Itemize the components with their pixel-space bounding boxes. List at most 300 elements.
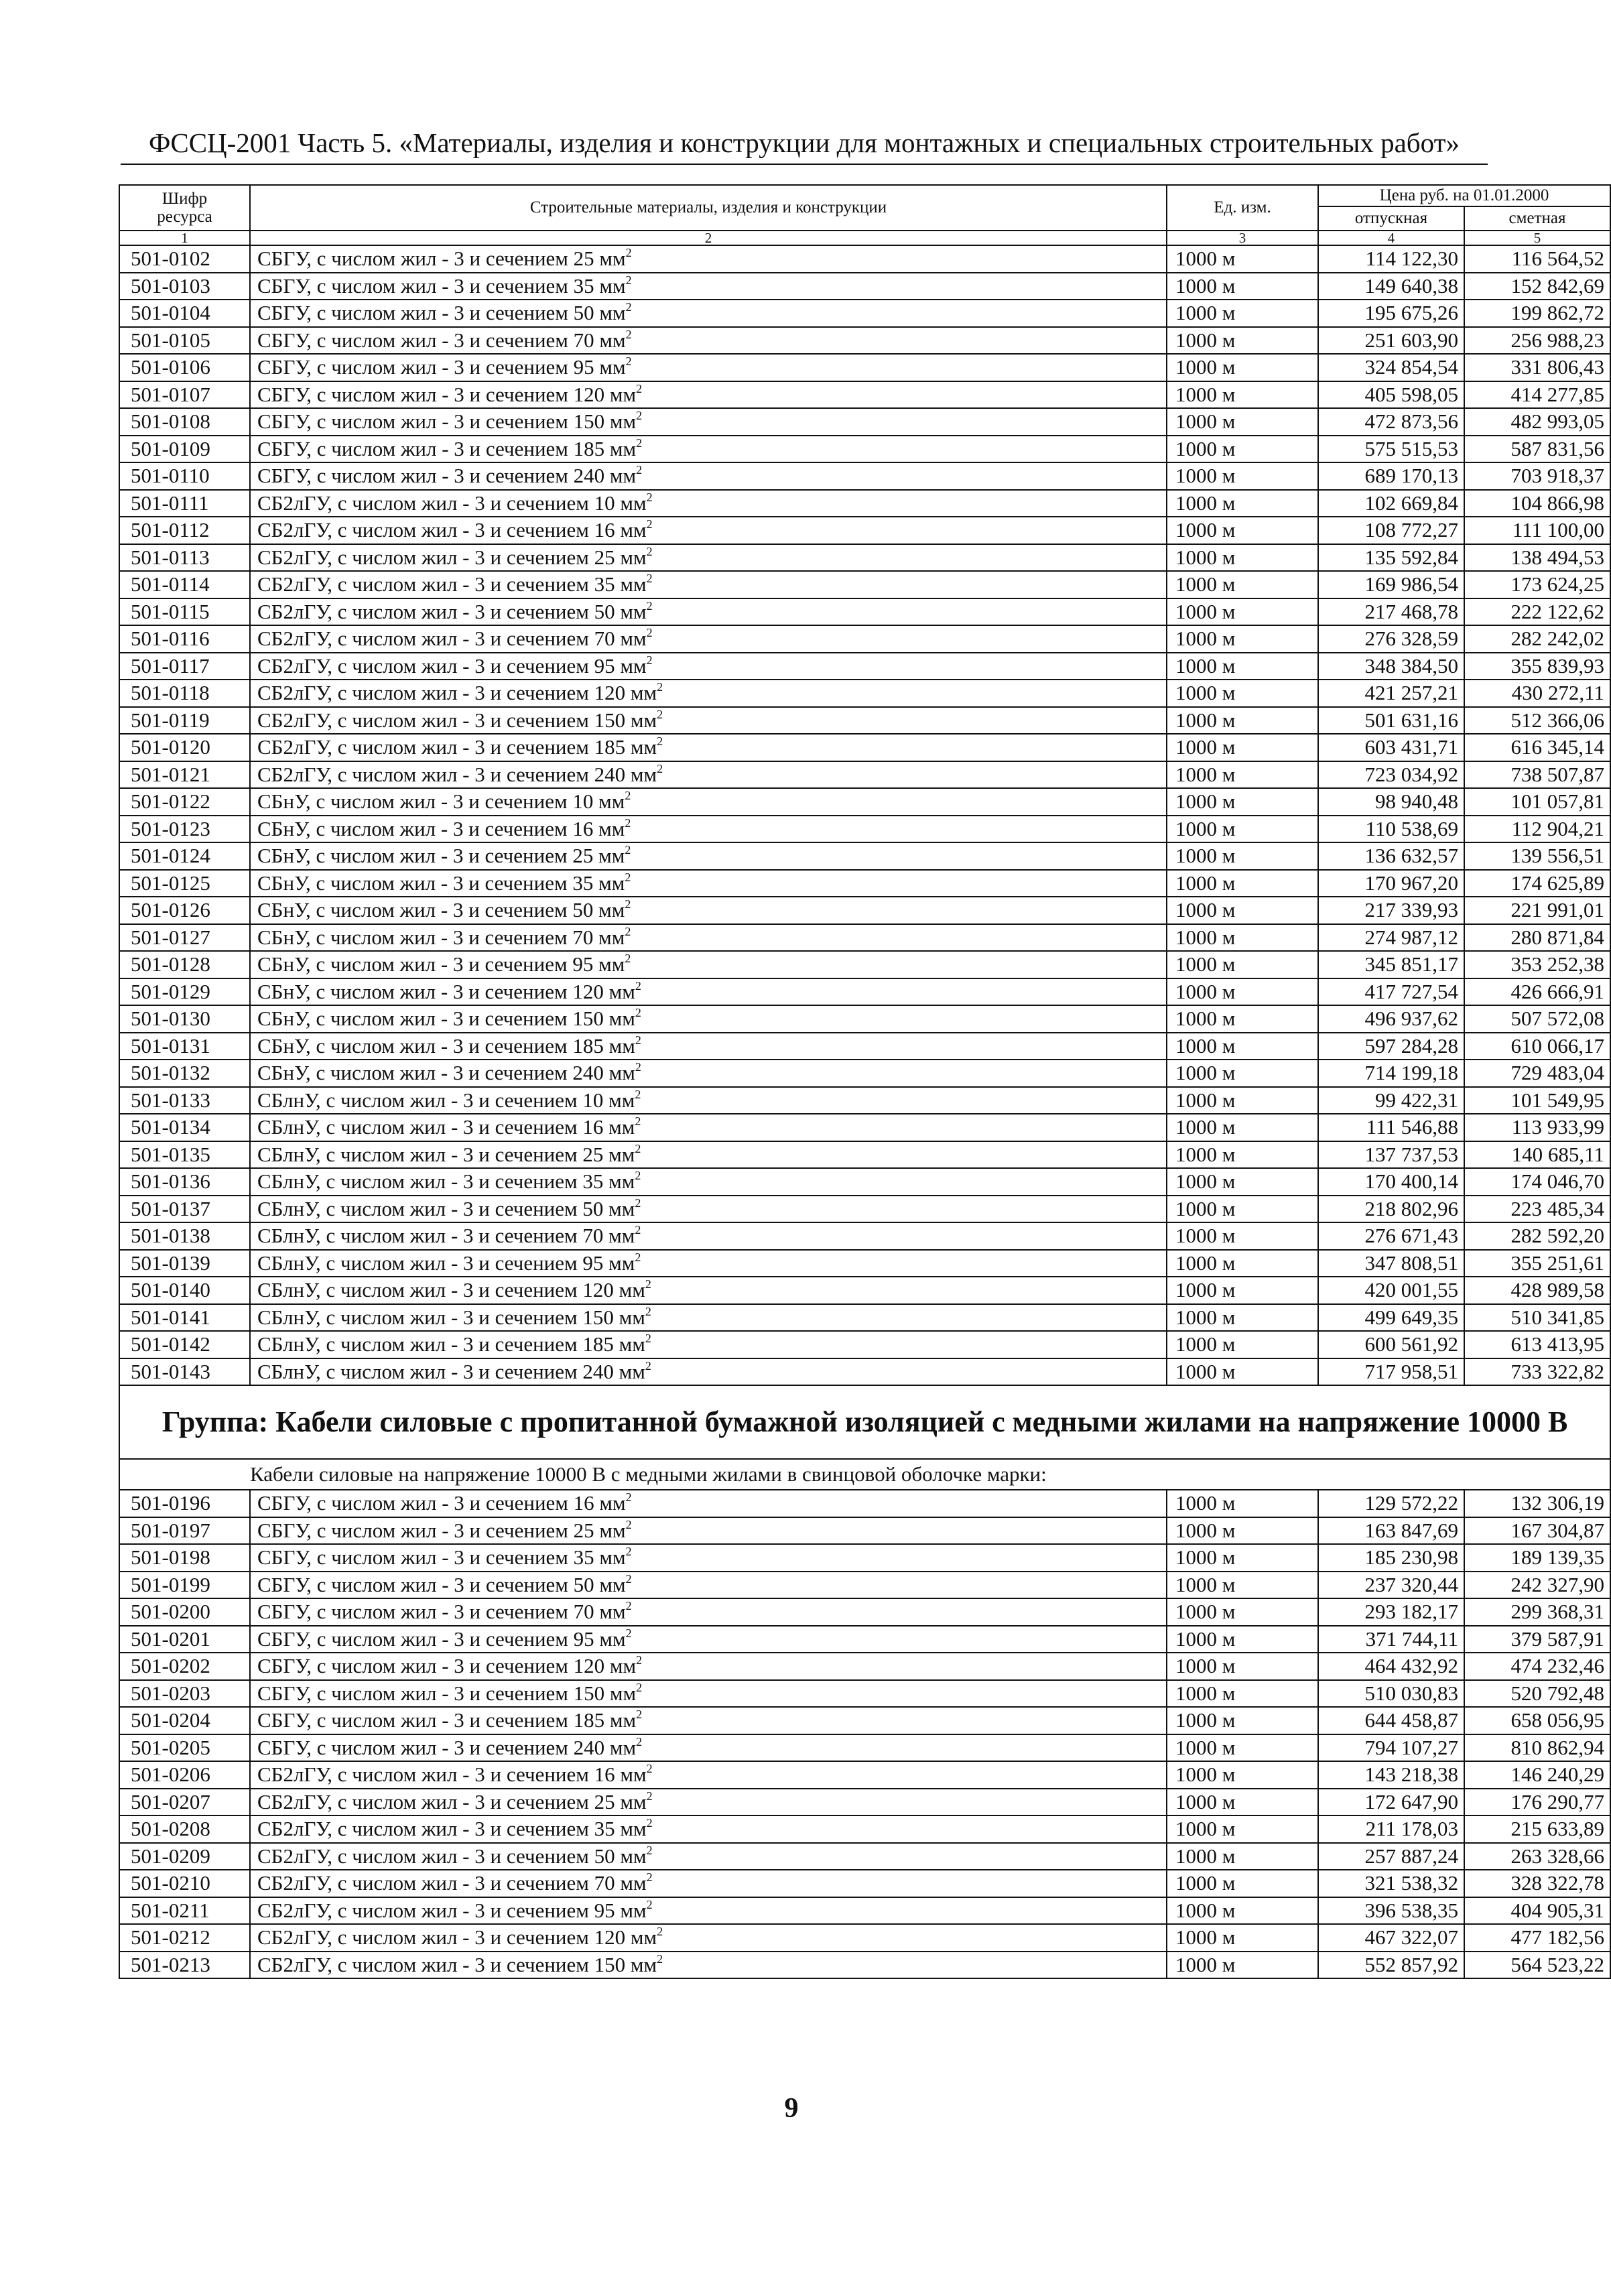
unit-superscript: 2 (635, 1114, 641, 1129)
unit-superscript: 2 (625, 843, 631, 857)
resource-code: 501-0106 (119, 354, 250, 381)
resource-code: 501-0114 (119, 571, 250, 598)
price-table (119, 184, 1611, 1979)
resource-code: 501-0124 (119, 842, 250, 870)
col-number: 2 (250, 231, 1167, 245)
estimate-price: 146 240,29 (1464, 1761, 1610, 1789)
table-row (119, 598, 1610, 626)
release-price: 251 603,90 (1318, 327, 1464, 355)
col-header-price: Цена руб. на 01.01.2000 (1318, 185, 1610, 206)
estimate-price: 132 306,19 (1464, 1490, 1610, 1517)
unit-superscript: 2 (636, 1708, 643, 1722)
table-row (119, 1005, 1610, 1033)
estimate-price: 477 182,56 (1464, 1924, 1610, 1952)
table-row (119, 1789, 1610, 1816)
unit-superscript: 2 (635, 1169, 641, 1183)
material-name: СБГУ, с числом жил - 3 и сечением 240 $мм^2$ (250, 1734, 1167, 1762)
release-price: 293 182,17 (1318, 1598, 1464, 1626)
resource-code: 501-0120 (119, 734, 250, 761)
col-number: 3 (1167, 231, 1318, 245)
estimate-price: 167 304,87 (1464, 1517, 1610, 1545)
table-row (119, 517, 1610, 544)
estimate-price: 189 139,35 (1464, 1544, 1610, 1572)
unit: 1000 м (1167, 1222, 1318, 1250)
resource-code: 501-0210 (119, 1870, 250, 1897)
unit: 1000 м (1167, 1653, 1318, 1680)
material-name: СБГУ, с числом жил - 3 и сечением 150 $мм^2$ (250, 408, 1167, 436)
table-row (119, 1114, 1610, 1141)
table-row (119, 1870, 1610, 1897)
unit-superscript: 2 (625, 1626, 632, 1640)
unit-superscript: 2 (625, 1490, 632, 1505)
table-row (119, 571, 1610, 598)
unit-superscript: 2 (657, 1952, 663, 1966)
release-price: 603 431,71 (1318, 734, 1464, 761)
material-name: СБ2лГУ, с числом жил - 3 и сечением 70 $мм^2$ (250, 625, 1167, 653)
table-row (119, 1761, 1610, 1789)
resource-code: 501-0203 (119, 1680, 250, 1708)
unit: 1000 м (1167, 788, 1318, 816)
material-name: СБ2лГУ, с числом жил - 3 и сечением 16 $мм^2$ (250, 517, 1167, 544)
table-row (119, 1277, 1610, 1304)
resource-code: 501-0209 (119, 1843, 250, 1870)
unit: 1000 м (1167, 625, 1318, 653)
resource-code: 501-0125 (119, 870, 250, 897)
release-price: 420 001,55 (1318, 1277, 1464, 1304)
estimate-price: 173 624,25 (1464, 571, 1610, 598)
unit: 1000 м (1167, 436, 1318, 463)
material-name: СБлнУ, с числом жил - 3 и сечением 185 $мм^2$ (250, 1331, 1167, 1358)
unit-superscript: 2 (646, 653, 653, 667)
table-row (119, 300, 1610, 327)
table-row (119, 1734, 1610, 1762)
unit: 1000 м (1167, 462, 1318, 490)
estimate-price: 729 483,04 (1464, 1060, 1610, 1087)
unit: 1000 м (1167, 1707, 1318, 1734)
material-name: СБнУ, с числом жил - 3 и сечением 10 $мм^2$ (250, 788, 1167, 816)
estimate-price: 404 905,31 (1464, 1897, 1610, 1925)
page-number: 9 (784, 2093, 799, 2124)
unit-superscript: 2 (645, 1277, 651, 1291)
unit-superscript: 2 (625, 870, 631, 884)
release-price: 496 937,62 (1318, 1005, 1464, 1033)
material-name: СБнУ, с числом жил - 3 и сечением 240 $мм^2$ (250, 1060, 1167, 1087)
release-price: 575 515,53 (1318, 436, 1464, 463)
unit: 1000 м (1167, 1598, 1318, 1626)
material-name: СБ2лГУ, с числом жил - 3 и сечением 120 $мм^2$ (250, 680, 1167, 707)
material-name: СБГУ, с числом жил - 3 и сечением 70 $мм^2$ (250, 1598, 1167, 1626)
estimate-price: 104 866,98 (1464, 490, 1610, 517)
unit: 1000 м (1167, 870, 1318, 897)
material-name: СБ2лГУ, с числом жил - 3 и сечением 185 $мм^2$ (250, 734, 1167, 761)
estimate-price: 282 242,02 (1464, 625, 1610, 653)
unit-superscript: 2 (635, 978, 641, 993)
unit: 1000 м (1167, 951, 1318, 978)
estimate-price: 355 839,93 (1464, 653, 1610, 680)
table-row (119, 734, 1610, 761)
release-price: 195 675,26 (1318, 300, 1464, 327)
release-price: 217 468,78 (1318, 598, 1464, 626)
resource-code: 501-0133 (119, 1087, 250, 1114)
material-name: СБ2лГУ, с числом жил - 3 и сечением 70 $мм^2$ (250, 1870, 1167, 1897)
estimate-price: 223 485,34 (1464, 1196, 1610, 1223)
unit-superscript: 2 (635, 1033, 641, 1047)
unit-superscript: 2 (635, 1141, 641, 1155)
estimate-price: 299 368,31 (1464, 1598, 1610, 1626)
estimate-price: 174 046,70 (1464, 1168, 1610, 1196)
estimate-price: 113 933,99 (1464, 1114, 1610, 1141)
unit: 1000 м (1167, 1517, 1318, 1545)
resource-code: 501-0127 (119, 924, 250, 952)
resource-code: 501-0139 (119, 1250, 250, 1277)
unit: 1000 м (1167, 1761, 1318, 1789)
release-price: 274 987,12 (1318, 924, 1464, 952)
unit: 1000 м (1167, 1250, 1318, 1277)
resource-code: 501-0200 (119, 1598, 250, 1626)
estimate-price: 112 904,21 (1464, 816, 1610, 843)
resource-code: 501-0142 (119, 1331, 250, 1358)
resource-code: 501-0104 (119, 300, 250, 327)
table-row (119, 761, 1610, 789)
release-price: 321 538,32 (1318, 1870, 1464, 1897)
estimate-price: 610 066,17 (1464, 1033, 1610, 1060)
estimate-price: 222 122,62 (1464, 598, 1610, 626)
estimate-price: 331 806,43 (1464, 354, 1610, 381)
unit-superscript: 2 (646, 1762, 653, 1776)
unit: 1000 м (1167, 1680, 1318, 1708)
release-price: 723 034,92 (1318, 761, 1464, 789)
material-name: СБлнУ, с числом жил - 3 и сечением 70 $мм^2$ (250, 1222, 1167, 1250)
material-name: СБ2лГУ, с числом жил - 3 и сечением 150 $мм^2$ (250, 707, 1167, 735)
estimate-price: 280 871,84 (1464, 924, 1610, 952)
release-price: 135 592,84 (1318, 544, 1464, 572)
unit-superscript: 2 (646, 544, 653, 558)
resource-code: 501-0121 (119, 761, 250, 789)
table-row (119, 1517, 1610, 1545)
unit-superscript: 2 (657, 761, 663, 775)
release-price: 276 328,59 (1318, 625, 1464, 653)
material-name: СБГУ, с числом жил - 3 и сечением 185 $мм^2$ (250, 436, 1167, 463)
release-price: 499 649,35 (1318, 1304, 1464, 1332)
resource-code: 501-0207 (119, 1789, 250, 1816)
table-row (119, 1060, 1610, 1087)
material-name: СБ2лГУ, с числом жил - 3 и сечением 25 $мм^2$ (250, 1789, 1167, 1816)
estimate-price: 738 507,87 (1464, 761, 1610, 789)
unit: 1000 м (1167, 1087, 1318, 1114)
table-row (119, 1544, 1610, 1572)
unit: 1000 м (1167, 1331, 1318, 1358)
unit: 1000 м (1167, 1544, 1318, 1572)
release-price: 211 178,03 (1318, 1815, 1464, 1843)
table-row (119, 1196, 1610, 1223)
unit-superscript: 2 (635, 1060, 641, 1074)
release-price: 421 257,21 (1318, 680, 1464, 707)
release-price: 794 107,27 (1318, 1734, 1464, 1762)
estimate-price: 263 328,66 (1464, 1843, 1610, 1870)
table-row (119, 381, 1610, 409)
unit-superscript: 2 (646, 572, 653, 586)
estimate-price: 616 345,14 (1464, 734, 1610, 761)
estimate-price: 282 592,20 (1464, 1222, 1610, 1250)
release-price: 396 538,35 (1318, 1897, 1464, 1925)
unit-superscript: 2 (636, 1680, 643, 1694)
unit-superscript: 2 (657, 707, 663, 721)
unit-superscript: 2 (646, 1870, 653, 1885)
release-price: 169 986,54 (1318, 571, 1464, 598)
estimate-price: 116 564,52 (1464, 245, 1610, 273)
release-price: 348 384,50 (1318, 653, 1464, 680)
unit: 1000 м (1167, 300, 1318, 327)
table-row (119, 870, 1610, 897)
material-name: СБлнУ, с числом жил - 3 и сечением 120 $мм^2$ (250, 1277, 1167, 1304)
release-price: 98 940,48 (1318, 788, 1464, 816)
unit: 1000 м (1167, 1033, 1318, 1060)
unit: 1000 м (1167, 245, 1318, 273)
unit: 1000 м (1167, 544, 1318, 572)
unit-superscript: 2 (635, 1250, 641, 1264)
resource-code: 501-0112 (119, 517, 250, 544)
unit-superscript: 2 (625, 816, 631, 830)
release-price: 237 320,44 (1318, 1572, 1464, 1599)
release-price: 417 727,54 (1318, 978, 1464, 1006)
unit: 1000 м (1167, 1304, 1318, 1332)
material-name: СБГУ, с числом жил - 3 и сечением 120 $мм^2$ (250, 1653, 1167, 1680)
estimate-price: 101 057,81 (1464, 788, 1610, 816)
table-row (119, 1250, 1610, 1277)
table-row (119, 788, 1610, 816)
release-price: 324 854,54 (1318, 354, 1464, 381)
unit-superscript: 2 (645, 1332, 651, 1346)
release-price: 170 400,14 (1318, 1168, 1464, 1196)
unit-superscript: 2 (636, 409, 643, 423)
estimate-price: 810 862,94 (1464, 1734, 1610, 1762)
table-row (119, 625, 1610, 653)
estimate-price: 111 100,00 (1464, 517, 1610, 544)
release-price: 108 772,27 (1318, 517, 1464, 544)
unit-superscript: 2 (636, 463, 643, 477)
estimate-price: 658 056,95 (1464, 1707, 1610, 1734)
col-header-name: Строительные материалы, изделия и конструкции (250, 185, 1167, 231)
estimate-price: 703 918,37 (1464, 462, 1610, 490)
estimate-price: 426 666,91 (1464, 978, 1610, 1006)
material-name: СБГУ, с числом жил - 3 и сечением 35 $мм^2$ (250, 273, 1167, 300)
resource-code: 501-0128 (119, 951, 250, 978)
table-row (119, 1653, 1610, 1680)
resource-code: 501-0107 (119, 381, 250, 409)
material-name: СБГУ, с числом жил - 3 и сечением 95 $мм^2$ (250, 354, 1167, 381)
unit-superscript: 2 (625, 1517, 632, 1531)
release-price: 137 737,53 (1318, 1141, 1464, 1169)
release-price: 163 847,69 (1318, 1517, 1464, 1545)
col-number: 4 (1318, 231, 1464, 245)
estimate-price: 140 685,11 (1464, 1141, 1610, 1169)
unit-superscript: 2 (625, 924, 631, 938)
table-row (119, 978, 1610, 1006)
release-price: 111 546,88 (1318, 1114, 1464, 1141)
resource-code: 501-0129 (119, 978, 250, 1006)
unit: 1000 м (1167, 1490, 1318, 1517)
unit: 1000 м (1167, 381, 1318, 409)
material-name: СБ2лГУ, с числом жил - 3 и сечением 50 $мм^2$ (250, 1843, 1167, 1870)
unit-superscript: 2 (645, 1358, 651, 1373)
estimate-price: 520 792,48 (1464, 1680, 1610, 1708)
material-name: СБГУ, с числом жил - 3 и сечением 25 $мм^2$ (250, 245, 1167, 273)
material-name: СБлнУ, с числом жил - 3 и сечением 10 $мм^2$ (250, 1087, 1167, 1114)
unit: 1000 м (1167, 680, 1318, 707)
table-row (119, 1626, 1610, 1653)
col-header-unit: Ед. изм. (1167, 185, 1318, 231)
unit: 1000 м (1167, 1196, 1318, 1223)
unit-superscript: 2 (635, 1006, 641, 1020)
unit: 1000 м (1167, 924, 1318, 952)
table-row (119, 653, 1610, 680)
resource-code: 501-0118 (119, 680, 250, 707)
estimate-price: 587 831,56 (1464, 436, 1610, 463)
unit-superscript: 2 (636, 1653, 643, 1667)
estimate-price: 613 413,95 (1464, 1331, 1610, 1358)
unit: 1000 м (1167, 1060, 1318, 1087)
unit-superscript: 2 (646, 598, 653, 613)
estimate-price: 482 993,05 (1464, 408, 1610, 436)
resource-code: 501-0119 (119, 707, 250, 735)
unit-superscript: 2 (625, 1572, 632, 1586)
table-row (119, 1707, 1610, 1734)
unit-superscript: 2 (625, 246, 632, 260)
table-row (119, 436, 1610, 463)
material-name: СБГУ, с числом жил - 3 и сечением 50 $мм^2$ (250, 1572, 1167, 1599)
material-name: СБГУ, с числом жил - 3 и сечением 240 $мм^2$ (250, 462, 1167, 490)
material-name: СБнУ, с числом жил - 3 и сечением 25 $мм^2$ (250, 842, 1167, 870)
unit-superscript: 2 (635, 1223, 641, 1237)
unit: 1000 м (1167, 1277, 1318, 1304)
table-row (119, 1680, 1610, 1708)
estimate-price: 242 327,90 (1464, 1572, 1610, 1599)
unit: 1000 м (1167, 273, 1318, 300)
material-name: СБнУ, с числом жил - 3 и сечением 35 $мм^2$ (250, 870, 1167, 897)
material-name: СБнУ, с числом жил - 3 и сечением 50 $мм^2$ (250, 897, 1167, 924)
material-name: СБ2лГУ, с числом жил - 3 и сечением 25 $мм^2$ (250, 544, 1167, 572)
resource-code: 501-0205 (119, 1734, 250, 1762)
table-row (119, 951, 1610, 978)
group-title: Группа: Кабели силовые с пропитанной бумажной изоляцией с медными жилами на напряжение 10000 В (119, 1385, 1610, 1459)
release-price: 257 887,24 (1318, 1843, 1464, 1870)
release-price: 714 199,18 (1318, 1060, 1464, 1087)
estimate-price: 328 322,78 (1464, 1870, 1610, 1897)
unit-superscript: 2 (625, 273, 632, 287)
material-name: СБГУ, с числом жил - 3 и сечением 185 $мм^2$ (250, 1707, 1167, 1734)
unit: 1000 м (1167, 816, 1318, 843)
estimate-price: 256 988,23 (1464, 327, 1610, 355)
unit-superscript: 2 (646, 517, 653, 531)
material-name: СБГУ, с числом жил - 3 и сечением 25 $мм^2$ (250, 1517, 1167, 1545)
release-price: 110 538,69 (1318, 816, 1464, 843)
unit: 1000 м (1167, 517, 1318, 544)
release-price: 510 030,83 (1318, 1680, 1464, 1708)
unit: 1000 м (1167, 1870, 1318, 1897)
material-name: СБнУ, с числом жил - 3 и сечением 120 $мм^2$ (250, 978, 1167, 1006)
unit: 1000 м (1167, 1141, 1318, 1169)
material-name: СБлнУ, с числом жил - 3 и сечением 25 $мм^2$ (250, 1141, 1167, 1169)
release-price: 717 958,51 (1318, 1358, 1464, 1386)
estimate-price: 138 494,53 (1464, 544, 1610, 572)
resource-code: 501-0131 (119, 1033, 250, 1060)
material-name: СБлнУ, с числом жил - 3 и сечением 16 $мм^2$ (250, 1114, 1167, 1141)
resource-code: 501-0136 (119, 1168, 250, 1196)
resource-code: 501-0137 (119, 1196, 250, 1223)
release-price: 114 122,30 (1318, 245, 1464, 273)
resource-code: 501-0138 (119, 1222, 250, 1250)
material-name: СБлнУ, с числом жил - 3 и сечением 50 $мм^2$ (250, 1196, 1167, 1223)
resource-code: 501-0113 (119, 544, 250, 572)
estimate-price: 152 842,69 (1464, 273, 1610, 300)
unit: 1000 м (1167, 1734, 1318, 1762)
unit: 1000 м (1167, 761, 1318, 789)
table-row (119, 897, 1610, 924)
resource-code: 501-0105 (119, 327, 250, 355)
resource-code: 501-0202 (119, 1653, 250, 1680)
unit-superscript: 2 (635, 1196, 641, 1210)
release-price: 347 808,51 (1318, 1250, 1464, 1277)
unit: 1000 м (1167, 1952, 1318, 1979)
unit-superscript: 2 (646, 490, 653, 504)
table-row (119, 1897, 1610, 1925)
unit: 1000 м (1167, 1572, 1318, 1599)
unit: 1000 м (1167, 1626, 1318, 1653)
unit-superscript: 2 (636, 381, 643, 395)
table-row (119, 1490, 1610, 1517)
material-name: СБ2лГУ, с числом жил - 3 и сечением 95 $мм^2$ (250, 1897, 1167, 1925)
unit: 1000 м (1167, 1358, 1318, 1386)
unit: 1000 м (1167, 897, 1318, 924)
unit: 1000 м (1167, 707, 1318, 735)
table-row (119, 1087, 1610, 1114)
material-name: СБГУ, с числом жил - 3 и сечением 50 $мм^2$ (250, 300, 1167, 327)
release-price: 99 422,31 (1318, 1087, 1464, 1114)
resource-code: 501-0212 (119, 1924, 250, 1952)
release-price: 102 669,84 (1318, 490, 1464, 517)
release-price: 552 857,92 (1318, 1952, 1464, 1979)
estimate-price: 355 251,61 (1464, 1250, 1610, 1277)
release-price: 501 631,16 (1318, 707, 1464, 735)
estimate-price: 215 633,89 (1464, 1815, 1610, 1843)
estimate-price: 176 290,77 (1464, 1789, 1610, 1816)
material-name: СБГУ, с числом жил - 3 и сечением 120 $мм^2$ (250, 381, 1167, 409)
material-name: СБлнУ, с числом жил - 3 и сечением 35 $мм^2$ (250, 1168, 1167, 1196)
material-name: СБнУ, с числом жил - 3 и сечением 16 $мм^2$ (250, 816, 1167, 843)
resource-code: 501-0208 (119, 1815, 250, 1843)
resource-code: 501-0201 (119, 1626, 250, 1653)
resource-code: 501-0197 (119, 1517, 250, 1545)
material-name: СБ2лГУ, с числом жил - 3 и сечением 95 $мм^2$ (250, 653, 1167, 680)
unit: 1000 м (1167, 653, 1318, 680)
release-price: 172 647,90 (1318, 1789, 1464, 1816)
estimate-price: 430 272,11 (1464, 680, 1610, 707)
unit: 1000 м (1167, 1789, 1318, 1816)
release-price: 644 458,87 (1318, 1707, 1464, 1734)
resource-code: 501-0122 (119, 788, 250, 816)
resource-code: 501-0196 (119, 1490, 250, 1517)
table-row (119, 273, 1610, 300)
unit-superscript: 2 (625, 789, 631, 803)
unit-superscript: 2 (646, 626, 653, 640)
resource-code: 501-0116 (119, 625, 250, 653)
material-name: СБлнУ, с числом жил - 3 и сечением 95 $мм^2$ (250, 1250, 1167, 1277)
resource-code: 501-0199 (119, 1572, 250, 1599)
resource-code: 501-0109 (119, 436, 250, 463)
table-row (119, 408, 1610, 436)
unit-superscript: 2 (645, 1304, 651, 1318)
table-row (119, 1358, 1610, 1386)
